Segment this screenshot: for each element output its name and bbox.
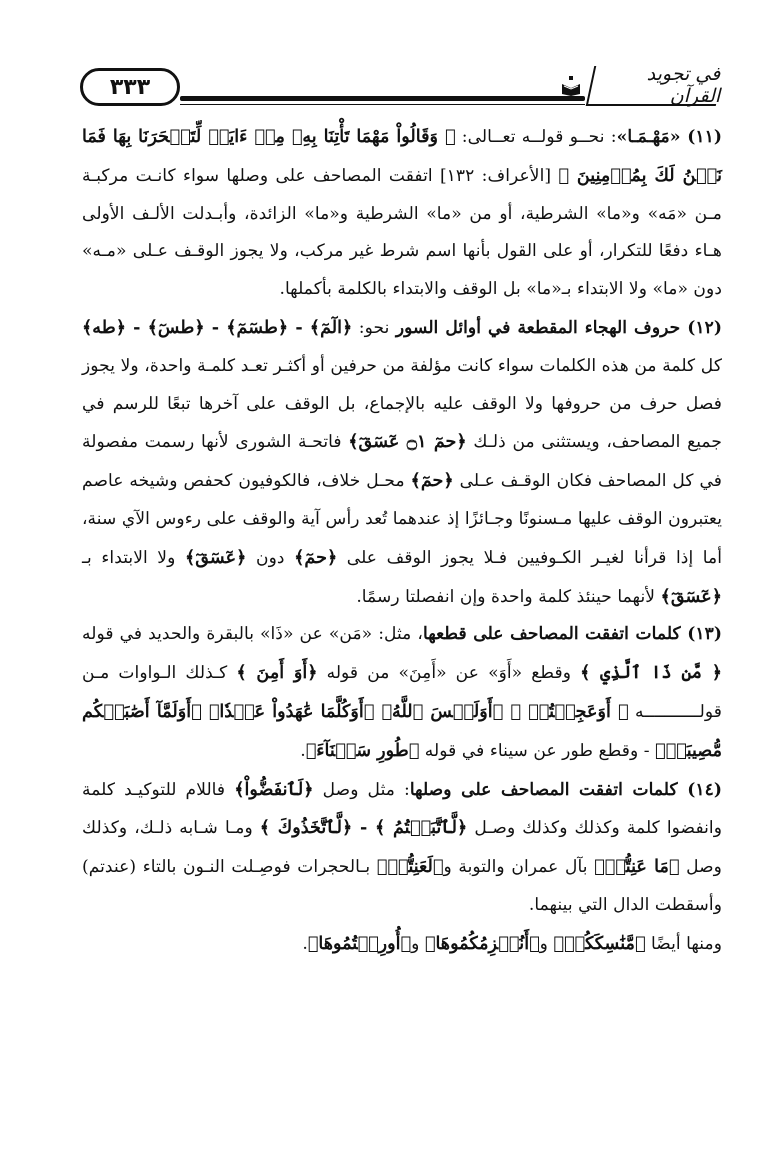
- quran-verse: ﴿مَا عَنِتُّمۡ﴾: [594, 856, 680, 878]
- book-title-text: في تجويد القرآن: [646, 63, 721, 107]
- body-text: دون: [246, 547, 295, 568]
- body-text: ، مثل: «مَن» عن «ذَا» بالبقرة والحديد في قوله: [82, 624, 423, 645]
- body-text: فاللام للتوكيـد كلمة وانفضوا كلمة وكذلك وكذلك وصـل: [82, 779, 722, 839]
- header-rule: [180, 96, 585, 101]
- body-text: كـذلك الـواوات مـن قولـــــــــــه: [82, 663, 722, 722]
- body-text: فاتحـة الشورى لأنها رسمت مفصولة في كل المصاحف فكان الوقـف عـلى: [82, 432, 722, 492]
- body-text: بـالحجرات فوصِـلت النـون بالتاء (عندتم) وأسقطت الدال التي بينهما.: [82, 857, 722, 915]
- body-text: وقطع «أَوَ» عن «أَمِنَ» من قوله: [317, 663, 581, 684]
- section-heading: (١٢) حروف الهجاء المقطعة في أوائل السور: [395, 317, 722, 338]
- body-text: محـل خلاف، فالكوفيون كحفص وشيخه عاصم يعتبرون الوقف عليها مـسنونًا وجـائزًا إذ عندهما تُعد رأس آية والوقف على رءوس الآي سنة، أما إذا قرأنا لغيـر الكـوفيين فـلا يجوز الوقف على: [82, 471, 722, 568]
- header-rule-thin: [180, 104, 585, 105]
- paragraph: [82, 118, 722, 309]
- paragraph: [82, 616, 722, 770]
- quran-verse: ﴿حمٓ﴾: [294, 546, 338, 568]
- quran-verse: ﴿لَعَنِتُّمۡ﴾: [376, 856, 444, 878]
- quran-verse: ﴿عٓسٓقٓ﴾: [184, 546, 247, 568]
- quran-verse: ﴿أَوَ أَمِنَ ﴾: [236, 662, 318, 684]
- body-text: لأنهما حينئذ كلمة واحدة وإن انفصلتا رسمًا.: [356, 586, 661, 607]
- section-heading: (١٣) كلمات اتفقت المصاحف على قطعها: [422, 624, 722, 645]
- quran-verse: ﴿مَّنَٰسِكَكُمۡ﴾: [553, 932, 646, 954]
- body-text: .: [302, 933, 308, 954]
- body-text: [الأعراف: ١٣٢] اتفقت المصاحف على وصلها سواء كانـت مركبـة مـن «مَه» و«ما» الشرطية، أو من «ما» الشرطية و«ما» الزائدة، وأبـدلت الألـف الأولى هـاء دفعًا للتكرار، أو على القول بأنها اسم شرط غير مركب، ولا يجوز الوقـف عـلى «مـه» دون «ما» ولا الابتداء بـ«ما» بل الوقف والابتداء بالكلمة بأكملها.: [82, 165, 722, 300]
- quran-verse: ﴿حمٓ﴾: [410, 470, 454, 492]
- page-number: ٣٣٣: [80, 68, 180, 106]
- section-heading: (١٤) كلمات اتفقت المصاحف على وصلها: [409, 779, 722, 800]
- body-text: ومنها أيضًا: [645, 933, 722, 954]
- book-title: [586, 63, 725, 107]
- page-header: [80, 62, 720, 112]
- section-heading: (١١) «مَهْـمَـا»: [616, 127, 722, 147]
- quran-verse: ﴿ وَقَالُواْ مَهْمَا تَأْتِنَا بِهِۦ مِنۡ ءَايَةٖ لِّتَسۡحَرَنَا بِهَا فَمَا نَحۡنُ لَكَ بِمُؤۡمِنِينَ ﴾: [82, 126, 722, 186]
- body-text: كل كلمة من هذه الكلمات سواء كانت مؤلفة من حرفين أو أكثـر تعـد كلمـة واحدة، ولا يجوز فصل حرف من حروفها ولا الوقف عليه بالإجماع، بل الوقف على آخرها تبعًا للرسم في جميع المصاحف، ويستثنى من ذلـك: [82, 355, 722, 453]
- body-text: : مثل وصل: [313, 779, 410, 800]
- body-text: : نحــو قولــه تعــالى:: [455, 127, 617, 147]
- quran-verse: ﴿الٓمٓ﴾ - ﴿طسٓمٓ﴾ - ﴿طسٓ﴾ - ﴿طه﴾: [82, 316, 353, 338]
- book-stand-icon: [560, 76, 582, 96]
- body-text: نحو:: [352, 317, 396, 338]
- body-text: ومـا شـابه ذلـك، وكذلك وصل: [82, 818, 722, 878]
- body-text: ولا الابتداء بـ: [82, 547, 185, 568]
- body-text: .: [300, 740, 306, 761]
- page-body: [82, 118, 722, 964]
- quran-verse: ﴿طُورِ سَيۡنَآءَ﴾: [305, 739, 420, 761]
- quran-verse: ﴿أَنُلۡزِمُكُمُوهَا﴾: [424, 932, 540, 954]
- body-text: - وقطع طور عن سيناء في قوله: [419, 740, 656, 761]
- body-text: بآل عمران والتوبة و: [443, 857, 595, 878]
- body-text: و: [539, 933, 554, 954]
- quran-verse: ﴿ مَّن ذَا ٱلَّذِي ﴾: [580, 662, 723, 684]
- paragraph: [82, 309, 722, 616]
- quran-verse: ﴿لَّٱتَّبَعۡتُمُ ﴾ - ﴿لَّٱتَّخَذُوكَ ﴾: [259, 817, 468, 839]
- quran-verse: ﴿حمٓ ۝١ عٓسٓقٓ﴾: [348, 431, 467, 453]
- body-text: و: [411, 933, 425, 954]
- quran-verse: ﴿ أَوَعَجِبۡتُمۡ ﴾ ﴿أَوَلَيۡسَ ٱللَّهُ﴾ ﴿أَوَكُلَّمَا عَٰهَدُواْ عَهۡدٗا﴾ ﴿أَوَلَمَّآ أَصَٰبَتۡكُم مُّصِيبَةٞ﴾: [82, 700, 722, 761]
- quran-verse: ﴿عٓسٓقٓ﴾: [660, 585, 722, 607]
- paragraph: [82, 771, 722, 925]
- paragraph: [82, 925, 722, 964]
- quran-verse: ﴿أُورِثۡتُمُوهَا﴾: [307, 932, 412, 954]
- quran-verse: ﴿لَٱنفَضُّواْ﴾: [234, 778, 314, 800]
